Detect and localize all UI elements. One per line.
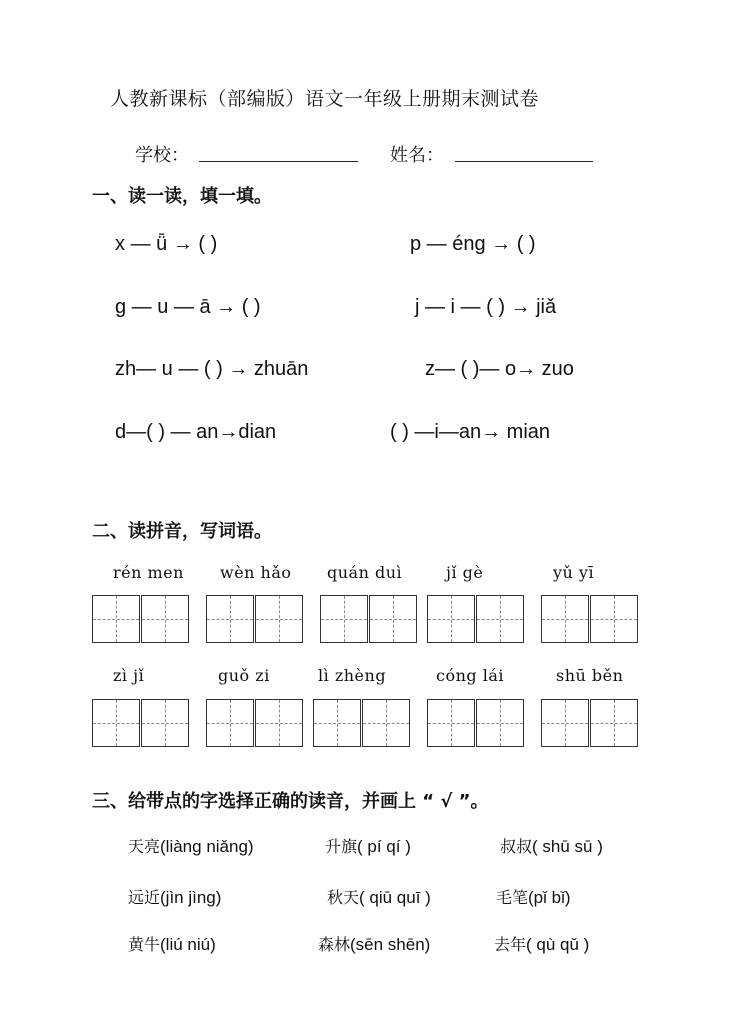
item-word: 天亮 <box>128 837 161 856</box>
section-2-heading: 二、读拼音，写词语。 <box>92 521 272 542</box>
item-word: 秋天 <box>327 888 360 907</box>
item-word: 黄牛 <box>128 935 161 954</box>
item-options: (liú niú) <box>160 935 216 954</box>
item-options: ( shū sū ) <box>532 837 603 856</box>
item-options: ( qù qǔ ) <box>526 935 590 954</box>
writing-grid[interactable] <box>92 699 190 747</box>
pinyin-label: yǔ yī <box>553 563 595 582</box>
pinyin-label: jǐ gè <box>446 563 484 582</box>
writing-grid[interactable] <box>320 595 418 643</box>
pinyin-label: cóng lái <box>436 666 504 685</box>
fill-row-4-left: d—( ) — an→dian <box>115 421 277 443</box>
item-options: ( pí qí ) <box>357 837 411 856</box>
item-word: 升旗 <box>325 837 358 856</box>
fill-row-1-right: p — éng → ( ) <box>410 233 536 255</box>
fill-row-2-right: j — i — ( ) → jiǎ <box>415 296 557 318</box>
fill-row-3-right: z— ( )— o→ zuo <box>425 358 574 380</box>
fill-row-3-left: zh— u — ( ) → zhuān <box>115 358 309 380</box>
item-word: 远近 <box>128 888 161 907</box>
pinyin-label: zì jǐ <box>113 666 145 685</box>
writing-grid[interactable] <box>92 595 190 643</box>
item-word: 叔叔 <box>500 837 533 856</box>
pronunciation-item[interactable] <box>500 834 603 857</box>
pinyin-label: quán duì <box>327 563 403 582</box>
pinyin-label: shū běn <box>556 666 624 685</box>
pinyin-label: rén men <box>113 563 184 582</box>
writing-grid[interactable] <box>541 595 639 643</box>
school-blank[interactable] <box>199 161 358 162</box>
fill-row-1-left: x — ǖ → ( ) <box>115 233 218 255</box>
item-options: (pǐ bǐ) <box>528 888 571 907</box>
pronunciation-item[interactable] <box>327 885 431 908</box>
name-label: 姓名： <box>390 145 444 166</box>
pronunciation-item[interactable] <box>128 885 221 908</box>
writing-grid[interactable] <box>206 699 304 747</box>
pronunciation-item[interactable] <box>318 932 430 955</box>
pronunciation-item[interactable] <box>494 932 589 955</box>
item-word: 去年 <box>494 935 527 954</box>
pinyin-label: wèn hǎo <box>220 563 292 582</box>
fill-row-2-left: g — u — ā → ( ) <box>115 296 261 318</box>
pinyin-label: guǒ zi <box>218 666 270 685</box>
item-options: (liàng niǎng) <box>160 837 254 856</box>
writing-grid[interactable] <box>427 595 525 643</box>
section-1-heading: 一、读一读，填一填。 <box>92 186 272 207</box>
section-3-heading: 三、给带点的字选择正确的读音，并画上 “ √ ”。 <box>92 791 489 812</box>
school-label: 学校： <box>135 145 189 166</box>
item-options: (jìn jìng) <box>160 888 222 907</box>
writing-grid[interactable] <box>206 595 304 643</box>
item-word: 毛笔 <box>496 888 529 907</box>
writing-grid[interactable] <box>313 699 411 747</box>
writing-grid[interactable] <box>427 699 525 747</box>
pronunciation-item[interactable] <box>325 834 411 857</box>
pinyin-label: lì zhèng <box>318 666 387 685</box>
page-title: 人教新课标（部编版）语文一年级上册期末测试卷 <box>110 88 540 110</box>
writing-grid[interactable] <box>541 699 639 747</box>
name-blank[interactable] <box>455 161 593 162</box>
item-word: 森林 <box>318 935 351 954</box>
pronunciation-item[interactable] <box>128 834 254 857</box>
fill-row-4-right: ( ) —i—an→ mian <box>390 421 551 443</box>
pronunciation-item[interactable] <box>496 885 571 908</box>
pronunciation-item[interactable] <box>128 932 216 955</box>
item-options: (sēn shēn) <box>350 935 431 954</box>
item-options: ( qiū quī ) <box>359 888 431 907</box>
